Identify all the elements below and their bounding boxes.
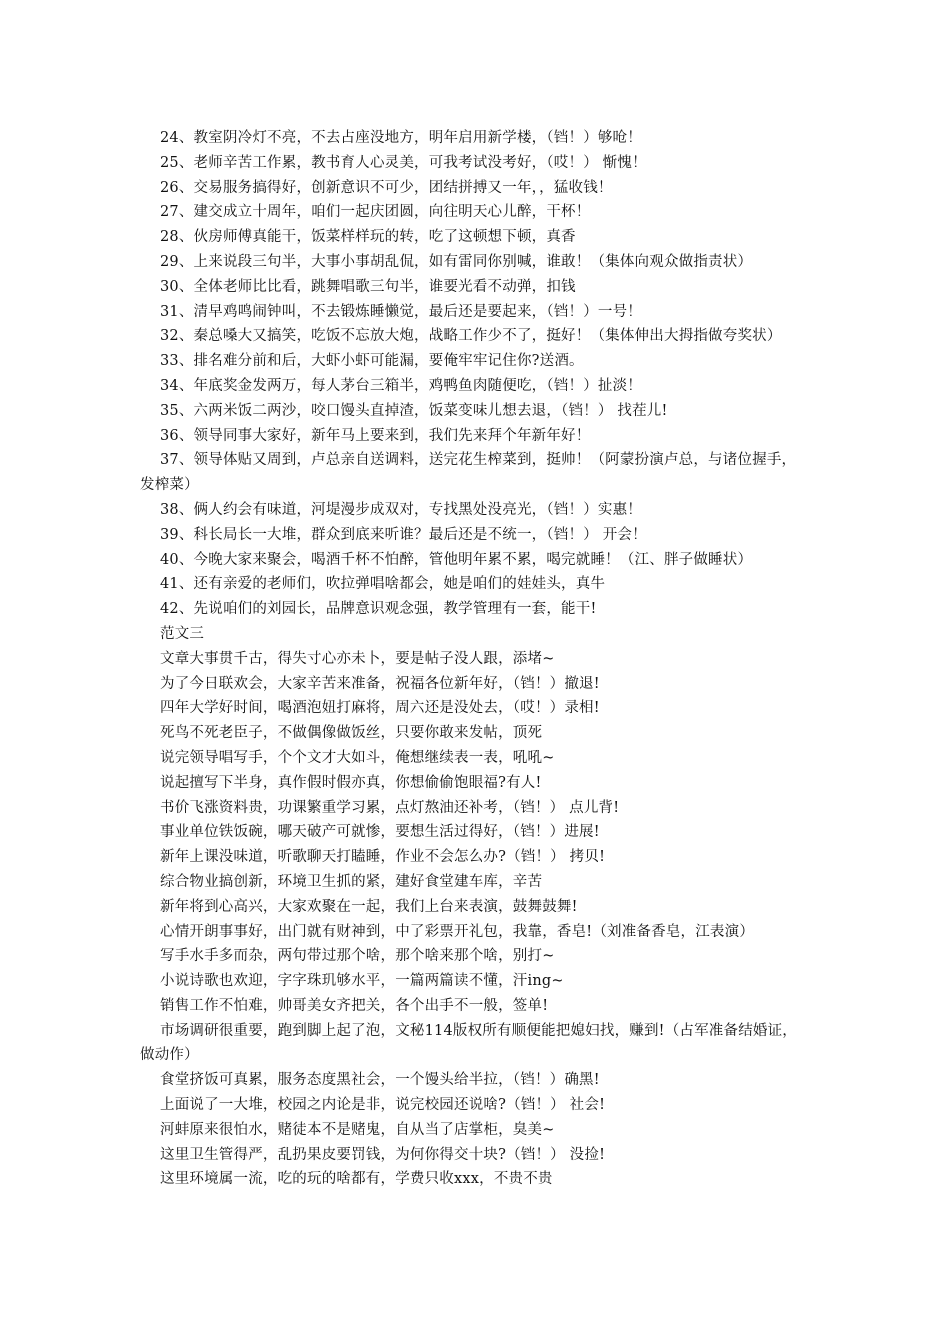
paragraph: 33、排名难分前和后，大虾小虾可能漏，要俺牢牢记住你?送酒。 [160,353,584,370]
paragraph: 河蚌原来很怕水，赌徒本不是赌鬼，自从当了店掌柜，臭美~ [160,1121,555,1138]
paragraph: 四年大学好时间，喝酒泡妞打麻将，周六还是没处去，（哎！）录相! [160,700,600,717]
paragraph: 35、六两米饭二两沙，咬口馒头直掉渣，饭菜变味儿想去退，（铛！） 找茬儿! [160,402,668,419]
paragraph: 说起擅写下半身，真作假时假亦真，你想偷偷饱眼福?有人! [160,774,542,791]
paragraph: 34、年底奖金发两万，每人茅台三箱半，鸡鸭鱼肉随便吃，（铛！）扯淡！ [160,377,642,394]
paragraph: 销售工作不怕难，帅哥美女齐把关，各个出手不一般，签单! [160,997,549,1014]
paragraph: 食堂挤饭可真累，服务态度黑社会，一个馒头给半拉，（铛！）确黑! [160,1072,600,1089]
paragraph: 39、科长局长一大堆，群众到底来听谁？最后还是不统一，（铛！） 开会！ [160,526,647,543]
paragraph: 27、建交成立十周年，咱们一起庆团圆，向往明天心儿醉，干杯！ [160,204,591,221]
paragraph: 这里环境属一流，吃的玩的啥都有，学费只收xxx，不贵不贵 [160,1171,553,1188]
paragraph: 42、先说咱们的刘园长，品牌意识观念强，教学管理有一套，能干! [160,601,597,618]
paragraph: 综合物业搞创新，环境卫生抓的紧，建好食堂建车库，辛苦 [160,873,543,890]
paragraph: 25、老师辛苦工作累，教书育人心灵美，可我考试没考好，（哎！） 惭愧！ [160,154,647,171]
paragraph: 38、俩人约会有味道，河堤漫步成双对，专找黑处没亮光，（铛！）实惠！ [160,501,642,518]
paragraph: 37、领导体贴又周到，卢总亲自送调料，送完花生榨菜到，挺帅！（阿蒙扮演卢总，与诸位握手，发榨菜） [140,452,797,494]
paragraph: 30、全体老师比比看，跳舞唱歌三句半，谁要光看不动弹，扣钱 [160,278,576,295]
paragraph: 写手水手多而杂，两句带过那个啥，那个啥来那个啥，别打~ [160,948,555,965]
paragraph: 24、教室阴冷灯不亮，不去占座没地方，明年启用新学楼，（铛！）够呛！ [160,130,642,146]
paragraph: 41、还有亲爱的老师们，吹拉弹唱啥都会，她是咱们的娃娃头，真牛 [160,576,606,593]
paragraph: 心情开朗事事好，出门就有财神到，中了彩票开礼包，我靠，香皂!（刘准备香皂，江表演） [160,923,755,940]
document-body [140,126,810,1192]
paragraph: 40、今晚大家来聚会，喝酒千杯不怕醉，管他明年累不累，喝完就睡！（江、胖子做睡状） [160,551,753,568]
paragraph: 32、秦总嗓大又搞笑，吃饭不忘放大炮，战略工作少不了，挺好！（集体伸出大拇指做夸奖状） [160,328,782,345]
paragraph: 范文三 [160,625,205,642]
paragraph: 26、交易服务搞得好，创新意识不可少，团结拼搏又一年，，猛收钱！ [160,179,613,196]
paragraph: 市场调研很重要，跑到脚上起了泡，文秘114版权所有顺便能把媳妇找，赚到!（占军准备结婚证，做动作） [140,1022,797,1064]
paragraph: 死鸟不死老臣子，不做偶像做饭丝，只要你敢来发帖，顶死 [160,725,543,742]
paragraph: 说完领导唱写手，个个文才大如斗，俺想继续表一表，吼吼~ [160,749,555,766]
paragraph: 小说诗歌也欢迎，字字珠玑够水平，一篇两篇读不懂，汗ing~ [160,973,564,990]
paragraph: 文章大事贯千古，得失寸心亦未卜，要是帖子没人跟，添堵~ [160,650,555,667]
paragraph: 上面说了一大堆，校园之内论是非，说完校园还说啥?（铛！） 社会! [160,1097,606,1114]
paragraph: 31、清早鸡鸣闹钟叫，不去锻炼睡懒觉，最后还是要起来，（铛！）一号！ [160,303,642,320]
paragraph: 事业单位铁饭碗，哪天破产可就惨，要想生活过得好，（铛！）进展! [160,824,600,841]
paragraph: 29、上来说段三句半，大事小事胡乱侃，如有雷同你别喊，谁敢！（集体向观众做指责状） [160,253,753,270]
paragraph: 新年将到心高兴，大家欢聚在一起，我们上台来表演，鼓舞鼓舞! [160,898,578,915]
paragraph: 36、领导同事大家好，新年马上要来到，我们先来拜个年新年好！ [160,427,591,444]
paragraph: 新年上课没味道，听歌聊天打瞌睡，作业不会怎么办?（铛！） 拷贝! [160,849,606,866]
paragraph: 28、伙房师傅真能干，饭菜样样玩的转，吃了这顿想下顿，真香 [160,229,576,246]
paragraph: 为了今日联欢会，大家辛苦来准备，祝福各位新年好，（铛！）撤退! [160,675,600,692]
paragraph: 书价飞涨资料贵，功课繁重学习累，点灯熬油还补考，（铛！） 点儿背! [160,799,620,816]
paragraph: 这里卫生管得严，乱扔果皮要罚钱，为何你得交十块?（铛！） 没捡! [160,1146,606,1163]
